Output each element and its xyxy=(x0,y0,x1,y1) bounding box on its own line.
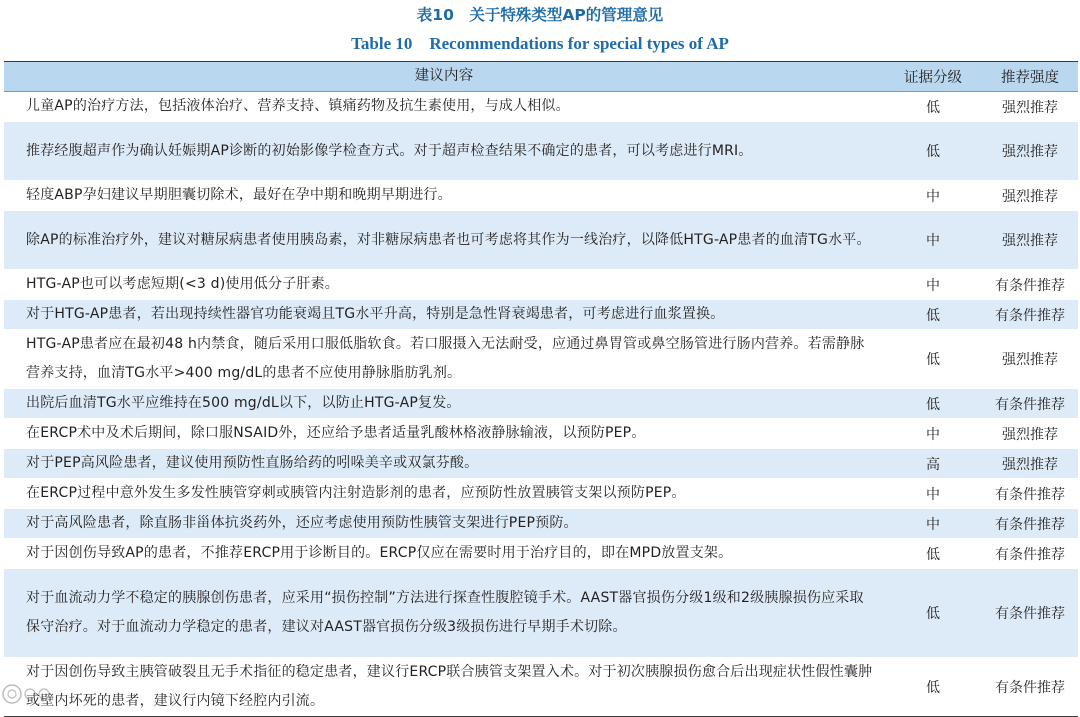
table-row xyxy=(4,211,1078,270)
header-recommendation-strength: 推荐强度 xyxy=(1001,70,1059,86)
evidence-level: 低 xyxy=(926,606,940,622)
evidence-level: 低 xyxy=(926,680,940,696)
recommendation-text: 推荐经腹超声作为确认妊娠期AP诊断的初始影像学检查方式。对于超声检查结果不确定的患者，可以考虑进行MRI。 xyxy=(26,142,753,159)
table-row xyxy=(4,181,1078,211)
recommendation-text: 对于HTG-AP患者，若出现持续性器官功能衰竭且TG水平升高，特别是急性肾衰竭患者，可考虑进行血浆置换。 xyxy=(26,306,725,322)
table-row xyxy=(4,449,1078,479)
recommendation-text: 在ERCP术中及术后期间，除口服NSAID外，还应给予患者适量乳酸林格液静脉输液，以预防PEP。 xyxy=(26,425,646,441)
recommendation-text: 在ERCP过程中意外发生多发性胰管穿刺或胰管内注射造影剂的患者，应预防性放置胰管支架以预防PEP。 xyxy=(26,485,686,501)
recommendation-strength: 强烈推荐 xyxy=(1002,99,1058,116)
recommendation-text: 对于高风险患者，除直肠非甾体抗炎药外，还应考虑使用预防性胰管支架进行PEP预防。 xyxy=(26,515,578,531)
header-evidence-level: 证据分级 xyxy=(904,70,962,86)
evidence-level: 中 xyxy=(926,233,940,249)
recommendation-strength: 有条件推荐 xyxy=(995,396,1065,413)
table-row xyxy=(4,300,1078,330)
table-row xyxy=(4,479,1078,509)
evidence-level: 中 xyxy=(926,277,940,294)
table-title-chinese: 表10 关于特殊类型AP的管理意见 xyxy=(416,6,664,24)
evidence-level: 中 xyxy=(926,486,940,503)
recommendation-strength: 有条件推荐 xyxy=(995,516,1065,533)
table-row xyxy=(4,569,1078,658)
recommendation-text: 对于PEP高风险患者，建议使用预防性直肠给药的吲哚美辛或双氯芬酸。 xyxy=(26,455,479,471)
watermark-logo-icon xyxy=(0,676,60,712)
recommendation-strength: 强烈推荐 xyxy=(1002,188,1058,205)
recommendation-text: 轻度ABP孕妇建议早期胆囊切除术，最好在孕中期和晚期早期进行。 xyxy=(26,187,452,203)
recommendation-strength: 强烈推荐 xyxy=(1002,352,1058,368)
table-row xyxy=(4,389,1078,419)
recommendation-text: 除AP的标准治疗外，建议对糖尿病患者使用胰岛素，对非糖尿病患者也可考虑将其作为一线治疗，以降低HTG-AP患者的血清TG水平。 xyxy=(26,231,871,248)
recommendations-table xyxy=(4,61,1078,717)
evidence-level: 中 xyxy=(926,188,940,205)
evidence-level: 中 xyxy=(926,426,940,443)
recommendation-strength: 强烈推荐 xyxy=(1002,426,1058,443)
recommendation-strength: 有条件推荐 xyxy=(995,486,1065,503)
recommendation-strength: 有条件推荐 xyxy=(995,277,1065,294)
table-row xyxy=(4,330,1078,389)
evidence-level: 低 xyxy=(926,144,940,160)
evidence-level: 低 xyxy=(926,396,940,413)
table-row xyxy=(4,270,1078,300)
table-row xyxy=(4,122,1078,181)
recommendation-strength: 强烈推荐 xyxy=(1002,233,1058,249)
recommendation-strength: 强烈推荐 xyxy=(1002,456,1058,473)
evidence-level: 低 xyxy=(926,546,940,563)
evidence-level: 低 xyxy=(926,307,940,324)
table-header-row xyxy=(4,62,1078,92)
table-row xyxy=(4,509,1078,539)
evidence-level: 低 xyxy=(926,352,940,368)
recommendation-text: 儿童AP的治疗方法，包括液体治疗、营养支持、镇痛药物及抗生素使用，与成人相似。 xyxy=(26,98,570,114)
table-row xyxy=(4,658,1078,716)
header-recommendation: 建议内容 xyxy=(414,68,474,84)
evidence-level: 高 xyxy=(926,456,940,473)
recommendation-text: HTG-AP患者应在最初48 h内禁食，随后采用口服低脂软食。若口服摄入无法耐受，应通过鼻胃管或鼻空肠管进行肠内营养。若需静脉营养支持，血清TG水平>400 mg/dL的患者不应使用静脉脂肪乳剂。 xyxy=(26,336,865,381)
recommendation-strength: 有条件推荐 xyxy=(995,606,1065,622)
recommendation-text: HTG-AP也可以考虑短期(<3 d)使用低分子肝素。 xyxy=(26,276,339,292)
recommendation-strength: 有条件推荐 xyxy=(995,307,1065,324)
recommendation-strength: 有条件推荐 xyxy=(995,680,1065,696)
recommendation-text: 对于因创伤导致主胰管破裂且无手术指征的稳定患者，建议行ERCP联合胰管支架置入术。对于初次胰腺损伤愈合后出现症状性假性囊肿或壁内坏死的患者，建议行内镜下经腔内引流。 xyxy=(26,664,873,709)
recommendation-strength: 强烈推荐 xyxy=(1002,144,1058,160)
table-row xyxy=(4,419,1078,449)
table-row xyxy=(4,92,1078,122)
recommendation-text: 出院后血清TG水平应维持在500 mg/dL以下，以防止HTG-AP复发。 xyxy=(26,395,461,411)
table-row xyxy=(4,539,1078,569)
recommendation-strength: 有条件推荐 xyxy=(995,546,1065,563)
evidence-level: 中 xyxy=(926,516,940,533)
recommendation-text: 对于血流动力学不稳定的胰腺创伤患者，应采用“损伤控制”方法进行探查性腹腔镜手术。AAST器官损伤分级1级和2级胰腺损伤应采取保守治疗。对于血流动力学稳定的患者，建议对AAST器官损伤分级3级损伤进行早期手术切除。 xyxy=(26,590,864,635)
recommendation-text: 对于因创伤导致AP的患者，不推荐ERCP用于诊断目的。ERCP仅应在需要时用于治疗目的，即在MPD放置支架。 xyxy=(26,545,733,561)
evidence-level: 低 xyxy=(926,99,940,116)
table-title-english: Table 10 Recommendations for special types of AP xyxy=(351,34,729,53)
